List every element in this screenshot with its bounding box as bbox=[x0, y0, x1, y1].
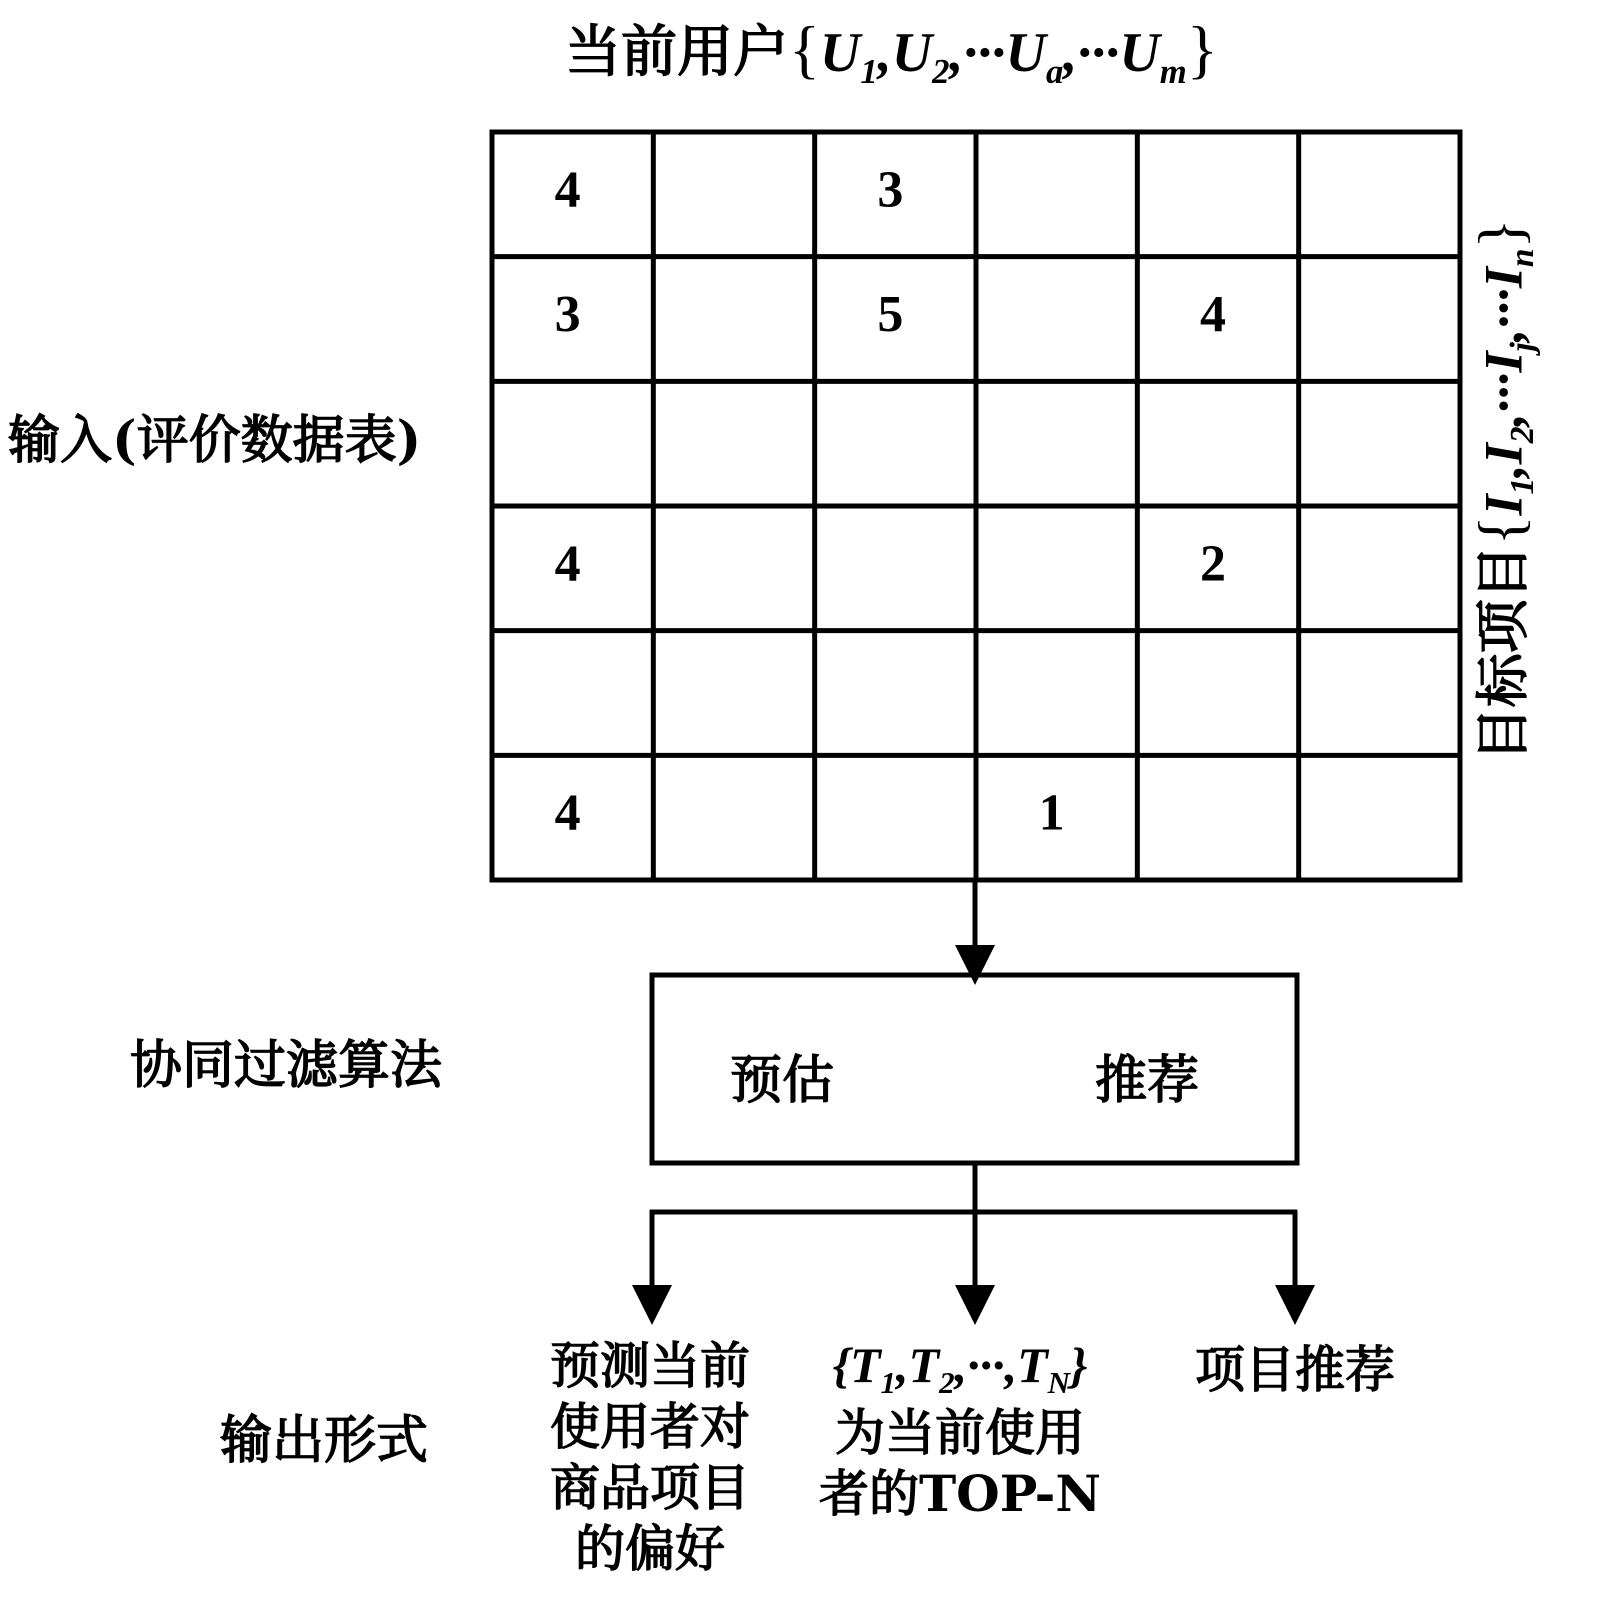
arrow-to-prediction-head bbox=[632, 1285, 672, 1325]
target-items-text: 目标项目 bbox=[1470, 545, 1535, 762]
matrix-cell-value: 4 bbox=[554, 161, 581, 219]
output-prediction bbox=[530, 1335, 770, 1579]
target-items-label bbox=[1467, 218, 1542, 762]
current-users-label bbox=[565, 14, 1218, 92]
input-label: 输入(评价数据表) bbox=[8, 410, 422, 471]
matrix-cell-value: 4 bbox=[554, 535, 581, 593]
output-topn bbox=[810, 1335, 1110, 1524]
output-form-label: 输出形式 bbox=[220, 1410, 429, 1471]
matrix-cell-value: 3 bbox=[877, 161, 904, 219]
output-topn-line: 者的TOP-N bbox=[818, 1463, 1102, 1523]
arrow-to-item-head bbox=[1275, 1285, 1315, 1325]
output-prediction-line: 商品项目 bbox=[550, 1458, 750, 1517]
matrix-cell-value: 3 bbox=[554, 285, 581, 343]
output-topn-line: 为当前使用 bbox=[835, 1402, 1085, 1462]
target-items-set: $\{I_1,I_2,\cdot\cdot\cdot I_j,\cdot\cdot\cdot I_n\}$ bbox=[1467, 218, 1542, 546]
output-prediction-line: 使用者对 bbox=[550, 1397, 750, 1456]
matrix-cell-value: 4 bbox=[1200, 285, 1226, 343]
rating-matrix-grid bbox=[492, 132, 1460, 880]
algorithm-label: 协同过滤算法 bbox=[130, 1035, 443, 1096]
recommend-text: 推荐 bbox=[1095, 1050, 1200, 1111]
current-users-set: $\{U_1,U_2,\cdot\cdot\cdot U_a,\cdot\cdot\cdot U_m\}$ bbox=[789, 14, 1218, 92]
matrix-cell-value: 4 bbox=[554, 784, 581, 842]
output-topn-set: $\{T_1,T_2,\cdot\cdot\cdot,T_N\}$ bbox=[832, 1337, 1088, 1400]
output-prediction-line: 的偏好 bbox=[575, 1519, 725, 1578]
matrix-cell-value: 1 bbox=[1038, 784, 1065, 842]
estimate-text: 预估 bbox=[730, 1050, 835, 1111]
matrix-cell-value: 5 bbox=[877, 285, 904, 343]
current-users-text: 当前用户 bbox=[565, 19, 789, 85]
arrow-matrix-to-algo-head bbox=[955, 945, 995, 985]
output-item-recommendation: 项目推荐 bbox=[1195, 1340, 1395, 1399]
arrow-to-topn-head bbox=[955, 1285, 995, 1325]
output-prediction-line: 预测当前 bbox=[550, 1336, 750, 1395]
matrix-cell-value: 2 bbox=[1200, 535, 1226, 593]
